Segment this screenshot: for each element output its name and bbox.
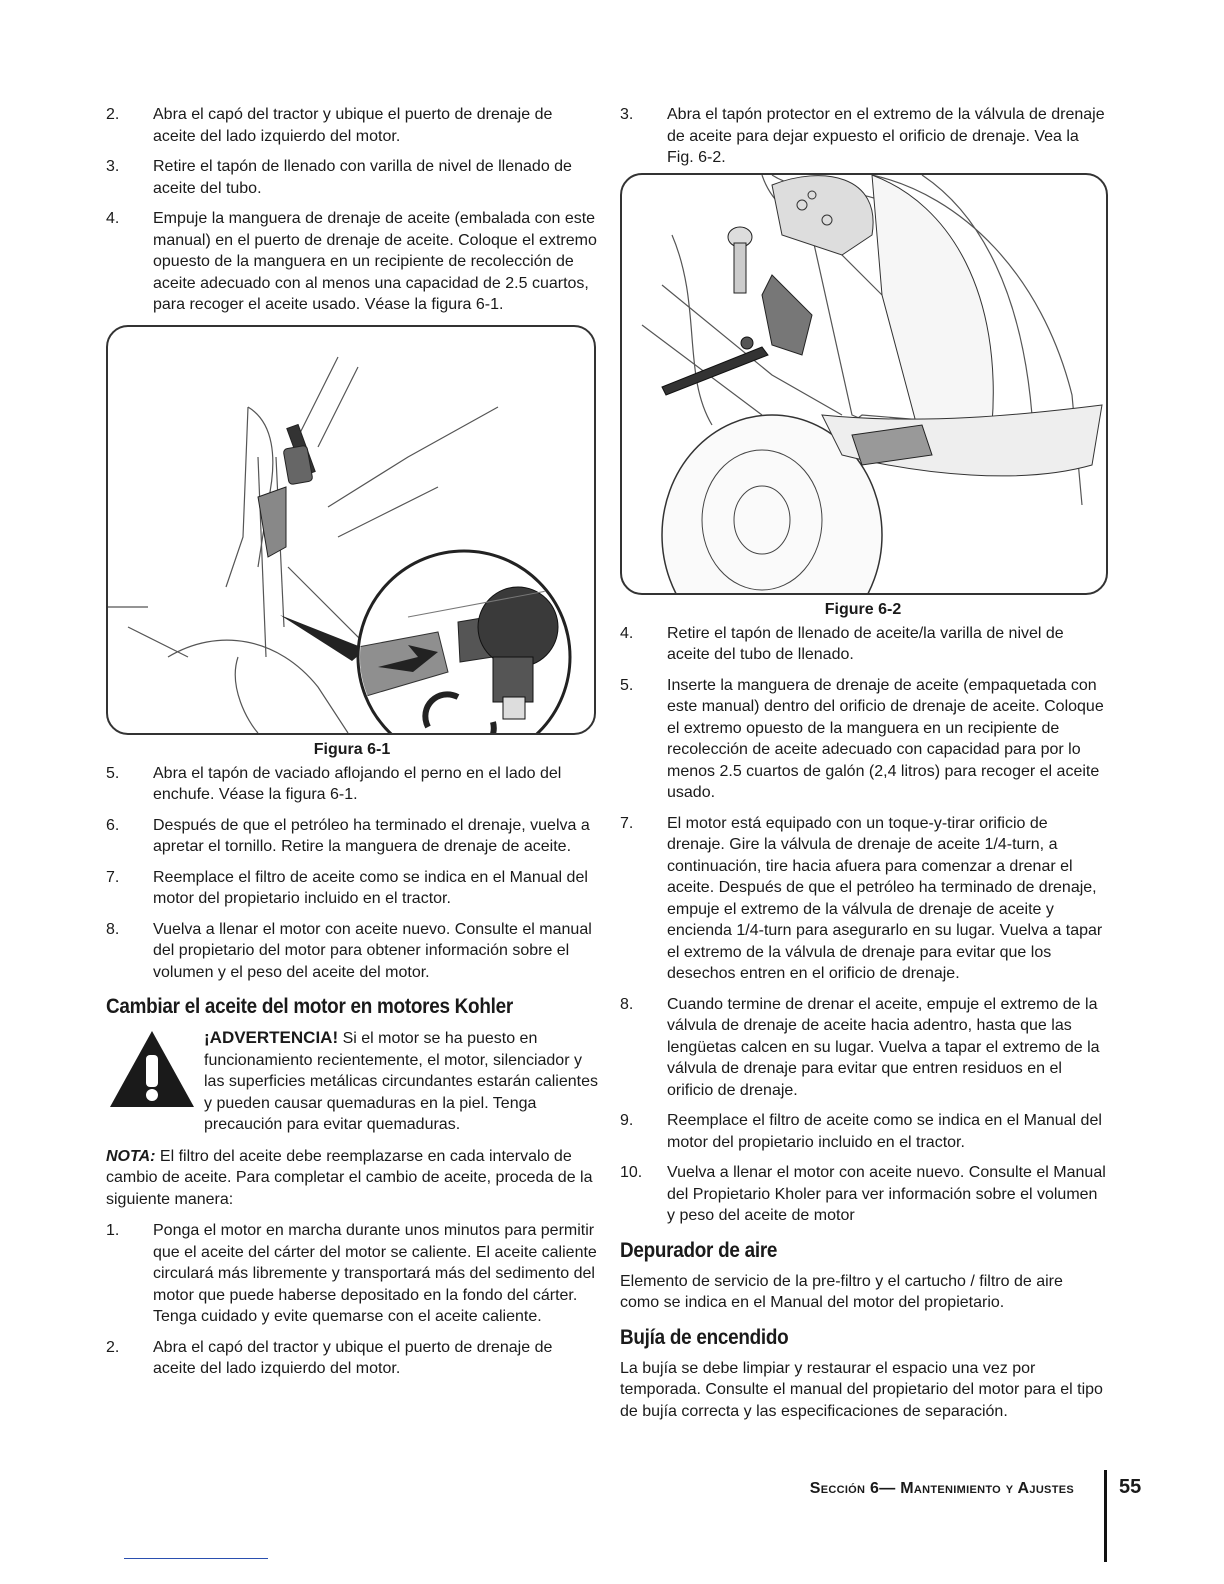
bottom-rule: [124, 1558, 268, 1559]
list-item: 8. Cuando termine de drenar el aceite, empuje el extremo de la válvula de drenaje de aceite hacia adentro, hasta que las lengüetas calcen en su lugar. Vuelva a tapar el extremo de la válvula de drenaje para evitar que entren residuos en el orificio de drenaje.: [620, 995, 1100, 1099]
list-item: 10. Vuelva a llenar el motor con aceite nuevo. Consulte el Manual del Propietario Kholer para ver información sobre el volumen y peso del aceite de motor: [620, 1164, 1106, 1224]
list-item: 6. Después de que el petróleo ha terminado el drenaje, vuelva a apretar el tornillo. Retire la manguera de drenaje de aceite.: [106, 816, 590, 855]
warning-text: Si el motor se ha puesto en funcionamiento recientemente, el motor, silenciador y las superficies metálicas circundantes estarán calientes y pueden causar quemaduras en la piel. Tenga precaución para evitar quemaduras.: [204, 1030, 598, 1133]
list-item: 2. Abra el capó del tractor y ubique el puerto de drenaje de aceite del lado izquierdo del motor.: [106, 1338, 553, 1377]
list-item: 7. El motor está equipado con un toque-y-tirar orificio de drenaje. Gire la válvula de drenaje de aceite 1/4-turn, a continuación, tire hacia afuera para comenzar a drenar el aceite. Después de que el petróleo ha terminado de drenaje, empuje el extremo de la válvula de drenaje de aceite y encienda 1/4-turn para asegurarlo en su lugar. Vuelva a tapar el extremo de la válvula de drenaje para evitar que los desechos entren en el orificio de drenaje.: [620, 814, 1103, 982]
warning-triangle-icon: [106, 1027, 204, 1136]
figure-6-2-caption: Figure 6-2: [824, 600, 902, 618]
figure-6-2: [620, 173, 1108, 595]
zoom-detail-circle: [358, 551, 570, 733]
list-item: 3. Retire el tapón de llenado con varilla de nivel de llenado de aceite del tubo.: [106, 158, 572, 197]
engine-housing: [772, 175, 873, 254]
warning-title: ¡ADVERTENCIA!: [204, 1028, 339, 1047]
note-paragraph: [106, 1146, 598, 1211]
spark-plug-text: La bujía se debe limpiar y restaurar el espacio una vez por temporada. Consulte el manual del propietario del motor para el tipo de bujía correcta y las especificaciones de separación.: [620, 1359, 1103, 1420]
heading-air-cleaner: Depurador de aire: [620, 1238, 778, 1262]
warning-block: [106, 1027, 598, 1136]
list-item: 8. Vuelva a llenar el motor con aceite nuevo. Consulte el manual del propietario del motor para obtener información sobre el volumen y el peso del aceite del motor.: [106, 920, 592, 981]
drain-valve-illustration: [622, 175, 1106, 593]
list-item: 2. Abra el capó del tractor y ubique el puerto de drenaje de aceite del lado izquierdo del motor.: [106, 106, 553, 145]
drain-port-illustration: [108, 327, 594, 733]
list-item: 9. Reemplace el filtro de aceite como se indica en el Manual del motor del propietario incluido en el tractor.: [620, 1112, 1102, 1151]
right-column: [620, 104, 1106, 1432]
steps-bottom-left: [106, 1220, 598, 1380]
footer-divider: [1104, 1470, 1107, 1562]
left-column: [106, 104, 598, 1389]
air-cleaner-text: Elemento de servicio de la pre-filtro y el cartucho / filtro de aire como se indica en el Manual del motor del propietario.: [620, 1272, 1063, 1311]
list-item: 1. Ponga el motor en marcha durante unos minutos para permitir que el aceite del cárter del motor se caliente. El aceite caliente circulará más libremente y transportará más del sedimento del motor que puede haberse depositado en la fondo del cárter. Tenga cuidado y evite quemarse con el aceite caliente.: [106, 1222, 597, 1325]
list-item: 3. Abra el tapón protector en el extremo de la válvula de drenaje de aceite para dejar expuesto el orificio de drenaje. Vea la Fig. 6-2.: [620, 106, 1105, 166]
list-item: 4. Empuje la manguera de drenaje de aceite (embalada con este manual) en el puerto de drenaje de aceite. Coloque el extremo opuesto de la manguera en un recipiente de recolección de aceite adecuado con al menos una capacidad de 2.5 cuartos, para recoger el aceite usado. Véase la figura 6-1.: [106, 210, 597, 313]
heading-kohler: Cambiar el aceite del motor en motores Kohler: [106, 995, 513, 1018]
steps-top-left: [106, 104, 598, 316]
note-text: El filtro del aceite debe reemplazarse en cada intervalo de cambio de aceite. Para completar el cambio de aceite, proceda de la siguiente manera:: [106, 1147, 593, 1208]
list-item: 4. Retire el tapón de llenado de aceite/la varilla de nivel de aceite del tubo de llenado.: [620, 624, 1064, 663]
footer-section-title: Sección 6— Mantenimiento y Ajustes: [809, 1480, 1074, 1497]
figure-6-1-caption: Figura 6-1: [313, 740, 391, 758]
note-label: NOTA:: [106, 1147, 156, 1165]
list-item: 7. Reemplace el filtro de aceite como se indica en el Manual del motor del propietario incluido en el tractor.: [106, 868, 588, 907]
list-item: 5. Inserte la manguera de drenaje de aceite (empaquetada con este manual) dentro del orificio de drenaje de aceite. Coloque el extremo opuesto de la manguera en un recipiente de recolección de aceite adecuado con capacidad para por lo menos 2.5 cuartos de galón (2,4 litros) para recoger el aceite usado.: [620, 676, 1104, 801]
list-item: 5. Abra el tapón de vaciado aflojando el perno en el lado del enchufe. Véase la figura 6-1.: [106, 764, 562, 803]
steps-mid-left: [106, 763, 598, 984]
steps-mid-right: [620, 623, 1106, 1227]
page-number: 55: [1119, 1476, 1142, 1498]
drain-valve: [728, 227, 812, 355]
steps-top-right: [620, 104, 1106, 169]
heading-spark-plug: Bujía de encendido: [620, 1325, 789, 1349]
figure-6-1: [106, 325, 596, 735]
